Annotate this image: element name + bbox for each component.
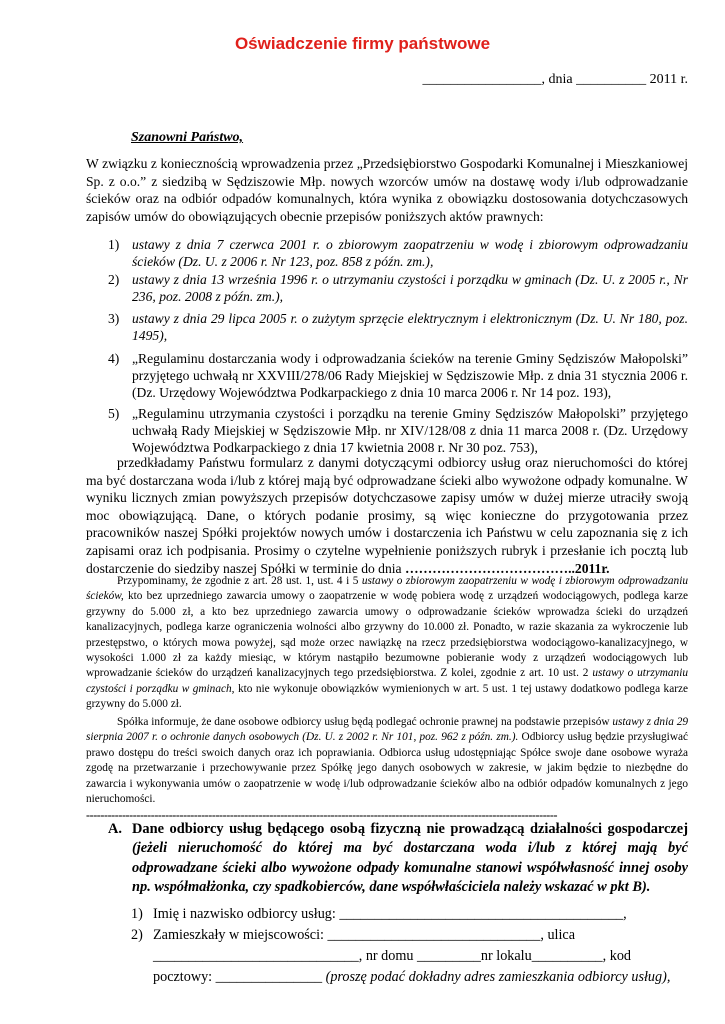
reminder-act: ustawy o zbiorowym zaopatrzeniu w wodę i zbiorowym odprowadzaniu ścieków, <box>86 575 688 603</box>
act-item <box>108 405 688 457</box>
privacy-paragraph <box>86 715 688 807</box>
section-a-note: (jeżeli nieruchomość do której ma być dostarczana woda i/lub z której mają być odprowadzane ścieki albo wywożone odpady komunalne stanowi współwłasność innej osoby np. współmałżonka, czy spadkobierców, dane współwłaściciela należy wskazać w pkt B). <box>132 840 688 896</box>
reminder-act2: ustawy o utrzymaniu czystości i porządku w gminach, <box>86 667 688 695</box>
request-text: przedkładamy Państwu formularz z danymi dotyczącymi odbiorcy usług oraz nieruchomości do której ma być dostarczana woda i/lub z której mają być odprowadzane ścieki albo wywożone odpady komunalne. W wyniku licznych zmian powyższych przepisów dotychczasowe zapisy umów w dużej mierze utraciły swoją moc obowiązującą. Dane, o których podanie prosimy, są więc konieczne do przygotowania przez pracowników naszej Spółki projektów nowych umów i dostarczenia ich Państwu w celu zapoznania się z ich zapisami oraz ich podpisania. Prosimy o czytelne wypełnienie poniższych rubryk i przesłanie ich pocztą lub dostarczenie do siedziby naszej Spółki w terminie do dnia <box>86 455 688 576</box>
act-number: 4) <box>108 351 120 366</box>
separator: ----------------------------------------------------------------------------------------------------------------------------------- <box>86 808 558 822</box>
greeting: Szanowni Państwo, <box>131 130 244 145</box>
field-number: 2) <box>131 927 143 943</box>
act-number: 3) <box>108 311 120 326</box>
address-line-2: _____________________________, nr domu _________nr lokalu__________, kod <box>153 948 632 964</box>
request-paragraph <box>86 454 688 577</box>
field-label: Zamieszkały w miejscowości: ______________________________, ulica <box>153 927 576 943</box>
act-item <box>108 236 688 270</box>
act-text: „Regulaminu dostarczania wody i odprowadzania ścieków na terenie Gminy Sędziszów Małopolski” przyjętego uchwałą nr XXVIII/278/06 Rady Miejskiej w Sędziszowie Młp. z dnia 31 stycznia 2006 r. (Dz. Urzędowy Województwa Podkarpackiego z dnia 10 marca 2006 r. Nr 14 poz. 193), <box>132 351 688 401</box>
act-text: ustawy z dnia 7 czerwca 2001 r. o zbiorowym zaopatrzeniu w wodę i zbiorowym odprowadzaniu ścieków (Dz. U. z 2006 r. Nr 123, poz. 858 z późn. zm.), <box>132 237 688 270</box>
form-field-address[interactable] <box>131 925 691 946</box>
reminder-text-c: kto nie wykonuje obowiązków wymienionych w art. 5 ust. 1 tej ustawy dodatkowo podlega karze grzywny do 5.000 zł. <box>86 682 689 711</box>
act-number: 1) <box>108 237 120 252</box>
act-number: 5) <box>108 406 120 421</box>
reminder-text-b: kto bez uprzedniego zawarcia umowy o zaopatrzenie w wodę pobiera wodę z urządzeń wodociągowych, podlega karze grzywny do 5.000 zł, a kto bez uprzedniego zawarcia umowy o odprowadzanie ścieków wprowadza ścieki do urządzeń kanalizacyjnych, podlega karze ograniczenia wolności albo grzywny do 10.000 zł. Ponadto, w razie skazania za wykroczenie lub przestępstwo, o których mowa powyżej, sąd może orzec nawiązkę na rzecz przedsiębiorstwa wodociągowo-kanalizacyjnego, w wysokości 1.000 zł za każdy miesiąc, w którym nastąpiło bezumowne pobieranie wody z urządzeń wodociągowych lub wprowadzanie ścieków do urządzeń kanalizacyjnych tego przedsiębiorstwa. Z kolei, zgodnie z art. 10 ust. 2 <box>86 590 688 680</box>
field-number: 1) <box>131 906 143 922</box>
address-line-3b: (proszę podać dokładny adres zamieszkania odbiorcy usług), <box>325 969 671 985</box>
act-item <box>108 310 688 344</box>
intro-paragraph: W związku z koniecznością wprowadzenia przez „Przedsiębiorstwo Gospodarki Komunalnej i Mieszkaniowej Sp. z o.o.” z siedzibą w Sędziszowie Młp. nowych wzorców umów na dostawę wody i/lub odprowadzanie ścieków oraz na odbiór odpadów komunalnych, która wynika z obowiązku dostosowania dotychczasowych zapisów umów do obowiązujących obecnie przepisów poniższych aktów prawnych: <box>86 156 688 224</box>
act-text: ustawy z dnia 13 września 1996 r. o utrzymaniu czystości i porządku w gminach (Dz. U. z 2005 r., Nr 236, poz. 2008 z późn. zm.), <box>132 272 688 305</box>
act-text: „Regulaminu utrzymania czystości i porządku na terenie Gminy Sędziszów Małopolski” przyjętego uchwałą Rady Miejskiej w Sędziszowie Młp. nr XIV/128/08 z dnia 11 marca 2008 r. (Dz. Urzędowy Województwa Podkarpackiego z dnia 17 kwietnia 2008 r. Nr 30 poz. 753), <box>132 406 688 456</box>
section-a-heading <box>108 820 688 898</box>
act-item <box>108 350 688 402</box>
document-title: Oświadczenie firmy państwowe <box>234 34 491 53</box>
deadline: ………………………………..2011r. <box>405 560 610 576</box>
privacy-act: ustawy z dnia 29 sierpnia 2007 r. o ochronie danych osobowych (Dz. U. z 2002 r. Nr 101, poz. 962 z późn. zm.). <box>86 716 688 744</box>
privacy-text-a: Spółka informuje, że dane osobowe odbiorcy usług będą podlegać ochronie prawnej na podstawie przepisów <box>117 716 610 728</box>
form-field-name[interactable] <box>131 904 691 925</box>
act-item <box>108 271 688 305</box>
field-label: Imię i nazwisko odbiorcy usług: ________________________________________, <box>153 906 627 922</box>
reminder-text-a: Przypominamy, że zgodnie z art. 28 ust. 1, ust. 4 i 5 <box>117 575 359 587</box>
address-line-3a: pocztowy: _______________ <box>153 969 323 985</box>
reminder-paragraph <box>86 574 688 713</box>
privacy-text-b: Odbiorcy usług będzie przysługiwać prawo dostępu do treści swoich danych oraz ich poprawiania. Odbiorca usług udostępniając Spółce swoje dane osobowe wyraża zgodę na przetwarzanie i przechowywanie przez Spółkę jego danych osobowych w zakresie, w jakim będzie to niezbędne do zawarcia i wykonywania umów o zaopatrzenie w wodę i/lub odprowadzanie ścieków albo na odbiór odpadów komunalnych z jego nieruchomości. <box>86 731 689 806</box>
act-number: 2) <box>108 272 120 287</box>
form-field-address-line3[interactable] <box>131 967 691 988</box>
act-text: ustawy z dnia 29 lipca 2005 r. o zużytym sprzęcie elektrycznym i elektronicznym (Dz. U. Nr 180, poz. 1495), <box>132 311 688 344</box>
form-field-address-line2[interactable] <box>131 946 691 967</box>
section-a-number: A. <box>108 821 122 837</box>
section-a-lead: Dane odbiorcy usług będącego osobą fizyczną nie prowadzącą działalności gospodarczej <box>132 821 688 837</box>
date-line: _________________, dnia __________ 2011 r. <box>422 72 688 87</box>
